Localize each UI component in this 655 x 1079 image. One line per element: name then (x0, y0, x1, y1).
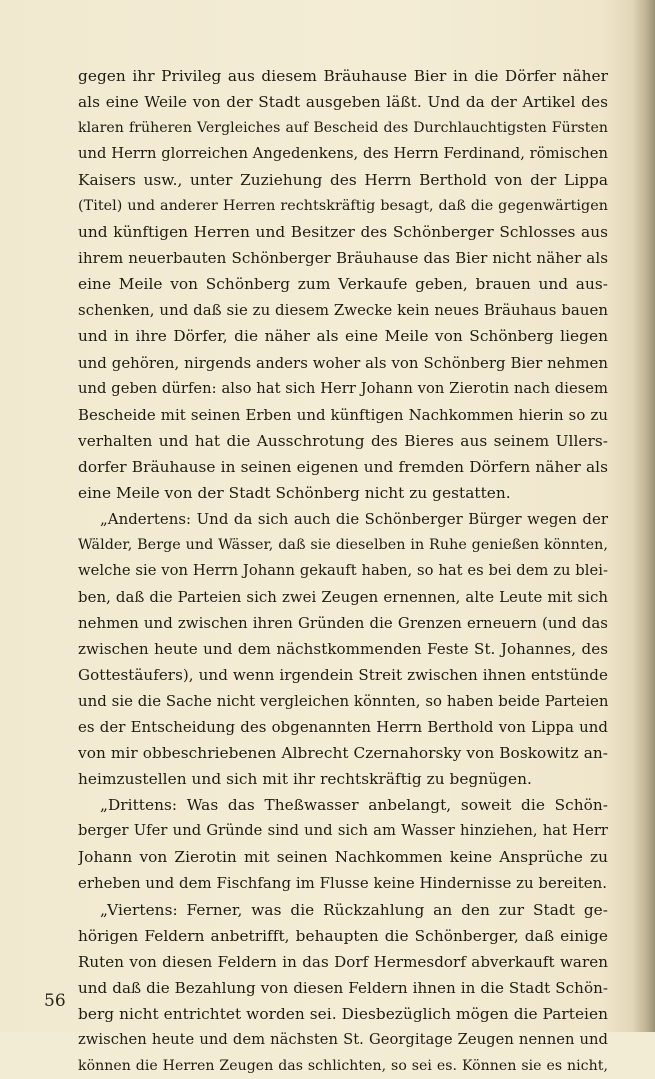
text-line: Ruten von diesen Feldern in das Dorf Hermesdorf abverkauft waren (78, 952, 608, 971)
text-line: dorfer Bräuhause in seinen eigenen und fremden Dörfern näher als (78, 457, 608, 476)
text-line: und Herrn glorreichen Angedenkens, des Herrn Ferdinand, römischen (78, 145, 608, 163)
text-line: von mir obbeschriebenen Albrecht Czernahorsky von Boskowitz an- (78, 744, 608, 763)
text-line: nehmen und zwischen ihren Gründen die Grenzen erneuern (und das (78, 613, 608, 632)
text-line: es der Entscheidung des obgenannten Herrn Berthold von Lippa und (78, 718, 608, 737)
text-line: „Viertens: Ferner, was die Rückzahlung an den zur Stadt ge- (100, 900, 608, 919)
page-gutter-shadow (633, 0, 655, 1032)
text-line: (Titel) und anderer Herren rechtskräftig besagt, daß die gegenwärtigen (78, 198, 608, 215)
text-line: zwischen heute und dem nächsten St. Georgitage Zeugen nennen und (78, 1030, 608, 1048)
text-line: gegen ihr Privileg aus diesem Bräuhause Bier in die Dörfer näher (78, 67, 608, 85)
text-line: berg nicht entrichtet worden sei. Diesbezüglich mögen die Parteien (78, 1004, 608, 1023)
page-number: 56 (44, 991, 66, 1011)
text-line: klaren früheren Vergleiches auf Bescheid des Durchlauchtigsten Fürsten (78, 120, 608, 137)
text-line: Wälder, Berge und Wässer, daß sie dieselben in Ruhe genießen könnten, (78, 536, 608, 553)
text-line: können die Herren Zeugen das schlichten, so sei es. Können sie es nicht, (78, 1057, 608, 1074)
text-line: eine Meile von Schönberg zum Verkaufe geben, brauen und aus- (78, 275, 608, 294)
text-line: ihrem neuerbauten Schönberger Bräuhause das Bier nicht näher als (78, 249, 608, 268)
body-text (78, 63, 608, 1079)
text-line: Bescheide mit seinen Erben und künftigen Nachkommen hierin so zu (78, 405, 608, 424)
text-line: eine Meile von der Stadt Schönberg nicht zu gestatten. (78, 483, 511, 502)
text-line: Gottestäufers), und wenn irgendein Streit zwischen ihnen entstünde (78, 666, 608, 685)
text-line: berger Ufer und Gründe sind und sich am Wasser hinziehen, hat Herr (78, 822, 608, 840)
text-line: und geben dürfen: also hat sich Herr Johann von Zierotin nach diesem (78, 379, 608, 397)
text-line: heimzustellen und sich mit ihr rechtskräftig zu begnügen. (78, 770, 532, 789)
text-line: hörigen Feldern anbetrifft, behaupten die Schönberger, daß einige (78, 926, 608, 945)
text-line: erheben und dem Fischfang im Flusse keine Hindernisse zu bereiten. (78, 874, 608, 893)
text-line: ben, daß die Parteien sich zwei Zeugen ernennen, alte Leute mit sich (78, 587, 608, 606)
text-line: und künftigen Herren und Besitzer des Schönberger Schlosses aus (78, 223, 608, 242)
text-line: zwischen heute und dem nächstkommenden Feste St. Johannes, des (78, 640, 608, 659)
text-line: welche sie von Herrn Johann gekauft haben, so hat es bei dem zu blei- (78, 561, 608, 579)
text-line: „Drittens: Was das Theßwasser anbelangt, soweit die Schön- (100, 796, 608, 815)
text-line: und daß die Bezahlung von diesen Feldern ihnen in die Stadt Schön- (78, 978, 608, 997)
text-line: und sie die Sache nicht vergleichen könnten, so haben beide Parteien (78, 692, 608, 711)
text-line: und gehören, nirgends anders woher als von Schönberg Bier nehmen (78, 353, 608, 372)
text-line: „Andertens: Und da sich auch die Schönberger Bürger wegen der (100, 509, 608, 528)
text-line: als eine Weile von der Stadt ausgeben läßt. Und da der Artikel des (78, 93, 608, 112)
text-line: und in ihre Dörfer, die näher als eine Meile von Schönberg liegen (78, 327, 608, 346)
text-line: Kaisers usw., unter Zuziehung des Herrn Berthold von der Lippa (78, 171, 608, 190)
text-line: verhalten und hat die Ausschrotung des Bieres aus seinem Ullers- (78, 431, 608, 450)
text-line: schenken, und daß sie zu diesem Zwecke kein neues Bräuhaus bauen (78, 301, 608, 320)
text-line: Johann von Zierotin mit seinen Nachkommen keine Ansprüche zu (78, 848, 608, 867)
